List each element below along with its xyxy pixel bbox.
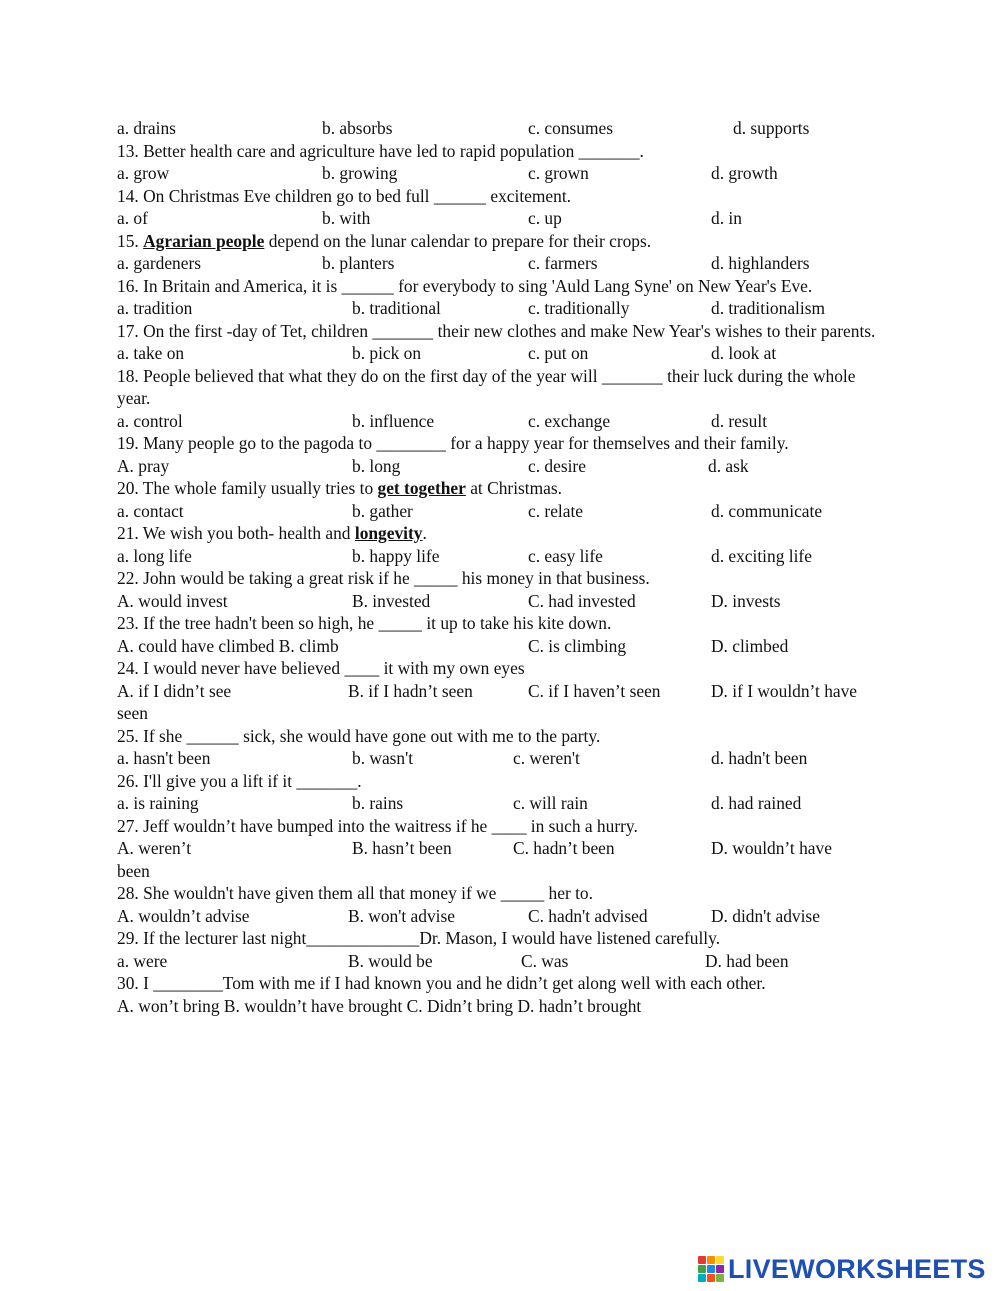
question-block (117, 477, 887, 522)
logo-tile (707, 1274, 715, 1282)
answer-option[interactable]: a. take on (117, 343, 185, 363)
question-text (117, 927, 887, 950)
answer-options-row (117, 995, 887, 1018)
question-block (117, 320, 887, 365)
answer-option[interactable]: b. happy life (352, 545, 440, 566)
answer-option[interactable]: D. didn't advise (711, 905, 820, 926)
logo-tile (707, 1256, 715, 1264)
question-segment: 16. In Britain and America, it is ______ for everybody to sing 'Auld Lang Syne' on New Year's Eve. (117, 275, 813, 296)
answer-option[interactable]: D. wouldn’t have (711, 838, 832, 858)
answer-option[interactable]: d. communicate (711, 500, 823, 521)
answer-option[interactable]: d. ask (708, 455, 749, 476)
question-block (117, 815, 887, 883)
question-block (117, 140, 887, 185)
answer-option[interactable]: c. weren't (513, 748, 580, 768)
answer-option[interactable]: d. growth (711, 163, 778, 183)
question-segment: 18. People believed that what they do on the first day of the year will _______ their luck during the whole year. (117, 365, 856, 408)
answer-option[interactable]: c. traditionally (528, 298, 630, 318)
answer-option[interactable]: a. contact (117, 500, 184, 521)
answer-option[interactable]: d. traditionalism (711, 298, 825, 318)
question-text (117, 815, 887, 838)
question-text (117, 365, 887, 410)
question-segment: 29. If the lecturer last night_____________Dr. Mason, I would have listened carefully. (117, 928, 721, 948)
question-block (117, 927, 887, 972)
option-continuation: been (117, 860, 150, 881)
answer-options-row (117, 680, 887, 703)
question-block (117, 432, 887, 477)
logo-tile (716, 1256, 724, 1264)
answer-option[interactable]: C. had invested (528, 590, 636, 611)
logo-tile (698, 1265, 706, 1273)
logo-tile (716, 1265, 724, 1273)
question-text (117, 567, 887, 590)
answer-options-row (117, 162, 887, 185)
answer-option[interactable]: A. if I didn’t see (117, 680, 232, 701)
answer-option[interactable]: a. drains (117, 118, 176, 138)
answer-option[interactable]: D. invests (711, 590, 781, 611)
answer-option[interactable]: c. put on (528, 343, 589, 363)
answer-option[interactable]: b. wasn't (352, 748, 414, 768)
question-segment: 23. If the tree hadn't been so high, he _____ it up to take his kite down. (117, 613, 612, 633)
answer-option[interactable]: B. hasn’t been (352, 838, 452, 858)
answer-option[interactable]: D. if I wouldn’t have (711, 680, 858, 701)
answer-option[interactable]: b. absorbs (322, 118, 393, 138)
question-text (117, 612, 887, 635)
highlighted-term: longevity (354, 523, 423, 543)
brand-name: LIVEWORKSHEETS (728, 1253, 986, 1284)
answer-option[interactable]: B. would be (348, 950, 433, 971)
answer-option[interactable]: b. influence (352, 410, 435, 431)
answer-option[interactable]: D. climbed (711, 635, 789, 656)
answer-option[interactable]: c. exchange (528, 410, 611, 431)
question-block (117, 185, 887, 230)
question-segment: 28. She wouldn't have given them all that money if we _____ her to. (117, 883, 593, 903)
question-segment: 14. On Christmas Eve children go to bed full ______ excitement. (117, 185, 571, 206)
answer-options-row (117, 545, 887, 568)
answer-option[interactable]: d. in (711, 208, 742, 228)
answer-option[interactable]: A. won’t bring B. wouldn’t have brought C. Didn’t bring D. hadn’t brought (117, 995, 642, 1016)
answer-option[interactable]: C. hadn’t been (513, 838, 615, 858)
question-segment: at Christmas. (465, 478, 562, 498)
question-segment: 30. I ________Tom with me if I had known you and he didn’t get along well with each other. (117, 973, 766, 993)
question-text (117, 230, 887, 253)
question-text (117, 657, 887, 680)
question-block (117, 770, 887, 815)
answer-option[interactable]: a. hasn't been (117, 748, 211, 768)
question-block (117, 882, 887, 927)
question-text (117, 320, 887, 343)
answer-option[interactable]: C. if I haven’t seen (528, 680, 661, 701)
question-segment: 25. If she ______ sick, she would have gone out with me to the party. (117, 725, 601, 746)
question-text (117, 477, 887, 500)
answer-option[interactable]: C. hadn't advised (528, 905, 648, 926)
answer-option[interactable]: B. won't advise (348, 905, 455, 926)
question-segment: 20. The whole family usually tries to (117, 478, 378, 498)
answer-option[interactable]: a. grow (117, 163, 170, 183)
answer-option[interactable]: b. growing (322, 163, 398, 183)
answer-option[interactable]: C. was (521, 950, 569, 971)
highlighted-term: get together (377, 478, 466, 498)
question-segment: 26. I'll give you a lift if it _______. (117, 770, 362, 791)
answer-option[interactable]: b. pick on (352, 343, 422, 363)
question-block (117, 612, 887, 657)
logo-tile (698, 1274, 706, 1282)
liveworksheets-logo-icon (698, 1256, 724, 1282)
answer-options-row (117, 590, 887, 613)
question-text (117, 770, 887, 793)
answer-option[interactable]: b. traditional (352, 298, 441, 318)
answer-option[interactable]: c. up (528, 208, 562, 228)
question-text (117, 185, 887, 208)
answer-option[interactable]: d. highlanders (711, 253, 810, 273)
question-text (117, 972, 887, 995)
question-block (117, 972, 887, 1017)
question-block (117, 365, 887, 433)
answer-option[interactable]: d. look at (711, 343, 777, 363)
question-text (117, 882, 887, 905)
answer-options-row (117, 252, 887, 275)
answer-options-row (117, 837, 887, 860)
logo-tile (707, 1265, 715, 1273)
answer-options-row (117, 117, 887, 140)
answer-option[interactable]: c. farmers (528, 253, 598, 273)
question-block (117, 657, 887, 725)
question-text (117, 140, 887, 163)
question-block (117, 117, 887, 140)
answer-options-row (117, 455, 887, 478)
question-segment: 15. (117, 230, 144, 251)
question-segment: 21. We wish you both- health and (117, 523, 355, 543)
answer-options-row (117, 500, 887, 523)
answer-option[interactable]: a. control (117, 410, 183, 431)
logo-tile (698, 1256, 706, 1264)
answer-options-row (117, 792, 887, 815)
highlighted-term: Agrarian people (143, 230, 265, 251)
answer-option[interactable]: d. supports (733, 118, 810, 138)
answer-option[interactable]: D. had been (705, 950, 789, 971)
answer-option[interactable]: b. long (352, 455, 401, 476)
question-segment: 17. On the first -day of Tet, children _______ their new clothes and make New Year's wishes to their parents. (117, 320, 876, 341)
question-segment: . (422, 523, 427, 543)
question-text (117, 275, 887, 298)
answer-option[interactable]: b. gather (352, 500, 413, 521)
worksheet-body (117, 117, 887, 1017)
question-block (117, 725, 887, 770)
question-segment: 27. Jeff wouldn’t have bumped into the waitress if he ____ in such a hurry. (117, 815, 638, 836)
answer-option[interactable]: c. desire (528, 455, 586, 476)
answer-options-row (117, 410, 887, 433)
answer-option[interactable]: B. if I hadn’t seen (348, 680, 473, 701)
answer-option[interactable]: d. exciting life (711, 545, 812, 566)
answer-options-row (117, 747, 887, 770)
answer-option[interactable]: A. weren’t (117, 838, 192, 858)
answer-option[interactable]: A. would invest (117, 590, 228, 611)
answer-option[interactable]: c. relate (528, 500, 584, 521)
answer-options-row (117, 905, 887, 928)
liveworksheets-brand[interactable] (698, 1253, 986, 1285)
question-block (117, 567, 887, 612)
answer-option[interactable]: a. is raining (117, 793, 199, 813)
question-text (117, 522, 887, 545)
answer-options-row (117, 207, 887, 230)
answer-option[interactable]: c. will rain (513, 793, 588, 813)
answer-option[interactable]: a. were (117, 950, 168, 971)
answer-option[interactable]: A. could have climbed B. climb (117, 635, 339, 656)
question-segment: 22. John would be taking a great risk if he _____ his money in that business. (117, 568, 650, 588)
answer-option[interactable]: a. of (117, 208, 148, 228)
question-segment: 13. Better health care and agriculture have led to rapid population _______. (117, 140, 644, 161)
answer-options-row (117, 950, 887, 973)
question-block (117, 230, 887, 275)
answer-options-row (117, 297, 887, 320)
answer-option[interactable]: c. grown (528, 163, 589, 183)
answer-options-row (117, 342, 887, 365)
answer-option[interactable]: A. wouldn’t advise (117, 905, 250, 926)
answer-options-row (117, 635, 887, 658)
logo-tile (716, 1274, 724, 1282)
question-text (117, 725, 887, 748)
answer-option[interactable]: c. consumes (528, 118, 614, 138)
answer-option[interactable]: d. result (711, 410, 768, 431)
answer-option[interactable]: a. long life (117, 545, 192, 566)
question-segment: depend on the lunar calendar to prepare for their crops. (264, 230, 652, 251)
answer-option[interactable]: d. had rained (711, 793, 802, 813)
option-continuation: seen (117, 703, 148, 723)
answer-option[interactable]: b. with (322, 208, 371, 228)
answer-option[interactable]: C. is climbing (528, 635, 627, 656)
answer-option[interactable]: b. planters (322, 253, 395, 273)
question-text (117, 432, 887, 455)
answer-option[interactable]: b. rains (352, 793, 404, 813)
answer-option[interactable]: c. easy life (528, 545, 603, 566)
question-segment: 19. Many people go to the pagoda to ________ for a happy year for themselves and their family. (117, 433, 789, 453)
question-segment: 24. I would never have believed ____ it with my own eyes (117, 658, 525, 678)
answer-option[interactable]: a. gardeners (117, 253, 202, 273)
answer-option[interactable]: B. invested (352, 590, 431, 611)
answer-option[interactable]: a. tradition (117, 298, 193, 318)
question-block (117, 522, 887, 567)
answer-option[interactable]: d. hadn't been (711, 748, 808, 768)
answer-option[interactable]: A. pray (117, 455, 170, 476)
question-block (117, 275, 887, 320)
